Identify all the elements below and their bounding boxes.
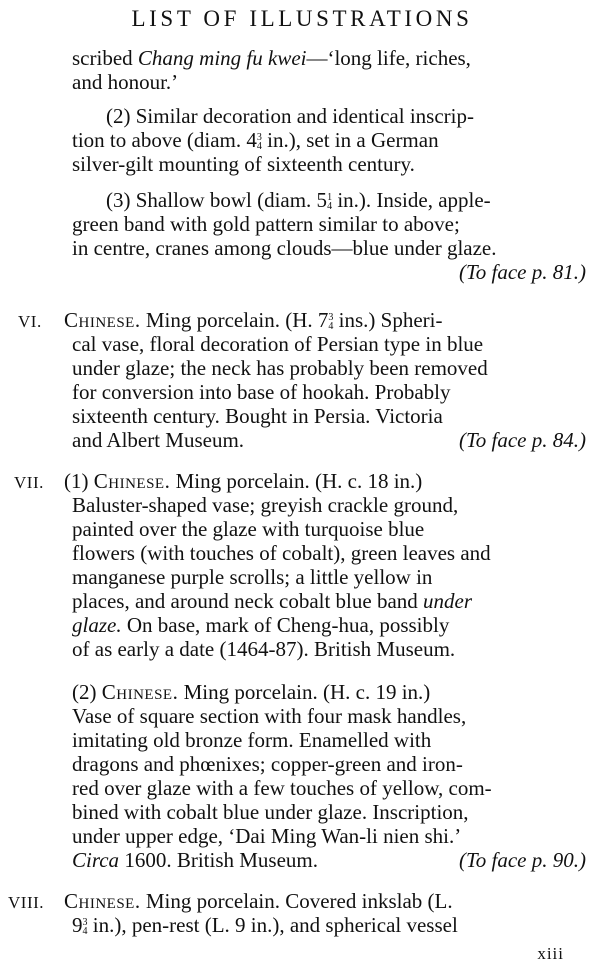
text-line: Vase of square section with four mask handles, (72, 704, 467, 728)
text-line: red over glaze with a few touches of yellow, com- (72, 776, 492, 800)
text-line: Chinese. Ming porcelain. (H. 7 3 4 ins.) Spheri- (64, 308, 443, 332)
entry-v-2 (72, 104, 586, 176)
text-line: and Albert Museum. (To face p. 84.) (72, 428, 586, 452)
text-line: under upper edge, ‘Dai Ming Wan-li nien shi.’ (72, 824, 462, 848)
entry-vii-2 (72, 680, 586, 872)
text-line: cal vase, floral decoration of Persian type in blue (72, 332, 484, 356)
text-line: imitating old bronze form. Enamelled with (72, 728, 432, 752)
text-line: places, and around neck cobalt blue band under (72, 589, 473, 613)
text-line: of as early a date (1464-87). British Museum. (72, 637, 456, 661)
entry-vii-1 (64, 469, 586, 661)
text-line: scribed Chang ming fu kwei—‘long life, riches, (72, 46, 471, 70)
text-line: Chinese. Ming porcelain. Covered inkslab (L. (64, 889, 453, 913)
to-face-reference: (To face p. 84.) (459, 428, 586, 452)
text-line: for conversion into base of hookah. Probably (72, 380, 451, 404)
text-line: Baluster-shaped vase; greyish crackle ground, (72, 493, 459, 517)
continuation-paragraph (72, 46, 586, 94)
text-line: bined with cobalt blue under glaze. Inscription, (72, 800, 469, 824)
plate-number: VIII. (8, 893, 45, 912)
fraction: 3 4 (82, 917, 88, 937)
plate-number: VII. (14, 473, 44, 492)
text-line: (3) Shallow bowl (diam. 5 1 4 in.). Inside, apple- (106, 188, 491, 212)
text-line: and honour.’ (72, 70, 179, 94)
text-line: flowers (with touches of cobalt), green leaves and (72, 541, 491, 565)
entry-vi (64, 308, 586, 452)
fraction: 1 4 (327, 192, 333, 212)
text-line: (1) Chinese. Ming porcelain. (H. c. 18 in.) (64, 469, 423, 493)
text-line: tion to above (diam. 4 3 4 in.), set in a German (72, 128, 439, 152)
text-line: glaze. On base, mark of Cheng-hua, possibly (72, 613, 450, 637)
text-line: sixteenth century. Bought in Persia. Victoria (72, 404, 443, 428)
text-line: under glaze; the neck has probably been removed (72, 356, 488, 380)
plate-number: VI. (18, 312, 42, 331)
text-line: silver-gilt mounting of sixteenth century. (72, 152, 415, 176)
text-line: 9 3 4 in.), pen-rest (L. 9 in.), and spherical vessel (72, 913, 458, 937)
text-line: dragons and phœnixes; copper-green and iron- (72, 752, 463, 776)
entry-viii (64, 889, 586, 937)
text-line: painted over the glaze with turquoise blue (72, 517, 425, 541)
to-face-reference: (To face p. 90.) (459, 848, 586, 872)
text-line: Circa 1600. British Museum. (To face p. 90.) (72, 848, 586, 872)
fraction: 3 4 (256, 132, 262, 152)
fraction: 3 4 (328, 312, 334, 332)
entry-v-3 (72, 188, 586, 284)
text-line: manganese purple scrolls; a little yellow in (72, 565, 433, 589)
page-number: xiii (537, 944, 564, 963)
text-line: (2) Similar decoration and identical inscrip- (106, 104, 474, 128)
to-face-reference: (To face p. 81.) (459, 260, 586, 284)
running-header: LIST OF ILLUSTRATIONS (131, 6, 473, 31)
text-line: (2) Chinese. Ming porcelain. (H. c. 19 in.) (72, 680, 431, 704)
text-line: green band with gold pattern similar to above; (72, 212, 460, 236)
text-line: in centre, cranes among clouds—blue under glaze. (72, 236, 497, 260)
